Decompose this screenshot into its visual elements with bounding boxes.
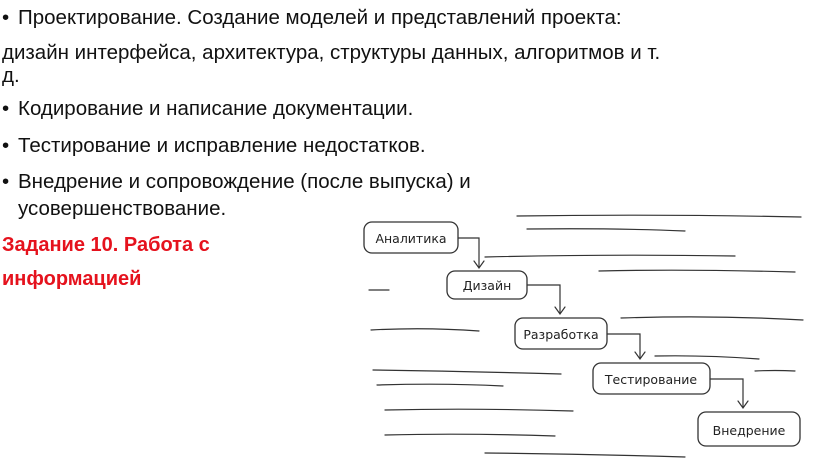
step-label-deployment: Внедрение <box>712 423 786 438</box>
bullet-marker: • <box>2 6 10 29</box>
bullet-3: • Тестирование и исправление недостатков. <box>2 134 426 157</box>
step-label-development: Разработка <box>523 327 599 342</box>
bullet-4-line-2: усовершенствование. <box>18 197 227 220</box>
bullet-1-line-1: • Проектирование. Создание моделей и представлений проекта: <box>2 6 622 29</box>
bullet-marker: • <box>2 170 10 193</box>
connector-arrows <box>458 238 748 408</box>
step-label-testing: Тестирование <box>604 372 698 387</box>
bullet-2: • Кодирование и написание документации. <box>2 97 414 120</box>
bullet-4-line-1: • Внедрение и сопровождение (после выпуска) и <box>2 170 471 193</box>
task-title-line-1: Задание 10. Работа с <box>2 234 210 256</box>
step-label-design: Дизайн <box>462 278 512 293</box>
task-title-line-2: информацией <box>2 268 142 290</box>
bullet-1-line-2: дизайн интерфейса, архитектура, структуры данных, алгоритмов и т. <box>2 41 661 64</box>
bullet-marker: • <box>2 97 10 120</box>
waterfall-diagram <box>355 205 810 460</box>
step-label-analytics: Аналитика <box>375 231 447 246</box>
bullet-marker: • <box>2 134 10 157</box>
bullet-1-line-3: д. <box>2 64 20 87</box>
